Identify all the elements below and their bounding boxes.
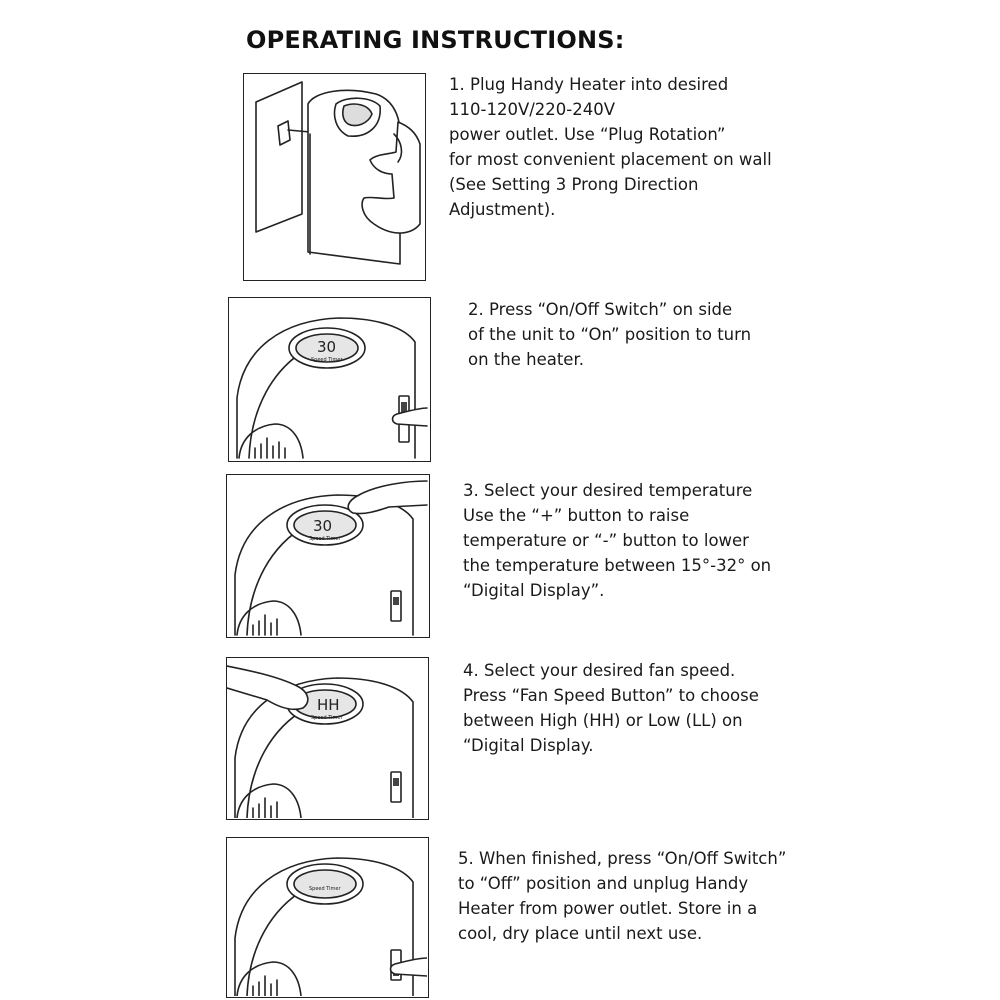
display-reading: 30	[317, 338, 337, 356]
display-label: Speed Timer	[311, 715, 343, 721]
display-label: Speed Timer	[309, 886, 341, 892]
step-3-illustration	[226, 474, 430, 638]
display-label: Speed Timer	[309, 536, 341, 542]
wall-outlet-plate	[256, 82, 302, 232]
display-label: Speed Timer	[311, 357, 343, 363]
step-4-illustration	[226, 657, 429, 820]
display-reading: 30	[313, 517, 333, 535]
step-4-text: 4. Select your desired fan speed. Press “Fan Speed Button” to choose between High (HH) or Low (LL) on “Digital Display.	[463, 661, 759, 755]
on-off-switch-icon	[391, 772, 401, 802]
step-1-text: 1. Plug Handy Heater into desired 110-120V/220-240V power outlet. Use “Plug Rotation” for most convenient placement on wall (See Setting 3 Prong Direction Adjustment).	[449, 75, 772, 219]
step-1-illustration	[243, 73, 426, 281]
step-2-text: 2. Press “On/Off Switch” on side of the unit to “On” position to turn on the heater.	[468, 300, 752, 369]
step-2-illustration	[228, 297, 431, 462]
step-5-illustration	[226, 837, 429, 998]
step-5-text: 5. When finished, press “On/Off Switch” to “Off” position and unplug Handy Heater from power outlet. Store in a cool, dry place until next use.	[458, 849, 787, 943]
display-reading: HH	[317, 696, 340, 714]
page-title: OPERATING INSTRUCTIONS:	[246, 26, 625, 54]
step-3-text: 3. Select your desired temperature Use the “+” button to raise temperature or “-” button to lower the temperature between 15°-32° on “Digital Display”.	[463, 481, 772, 600]
on-off-switch-icon	[391, 591, 401, 621]
